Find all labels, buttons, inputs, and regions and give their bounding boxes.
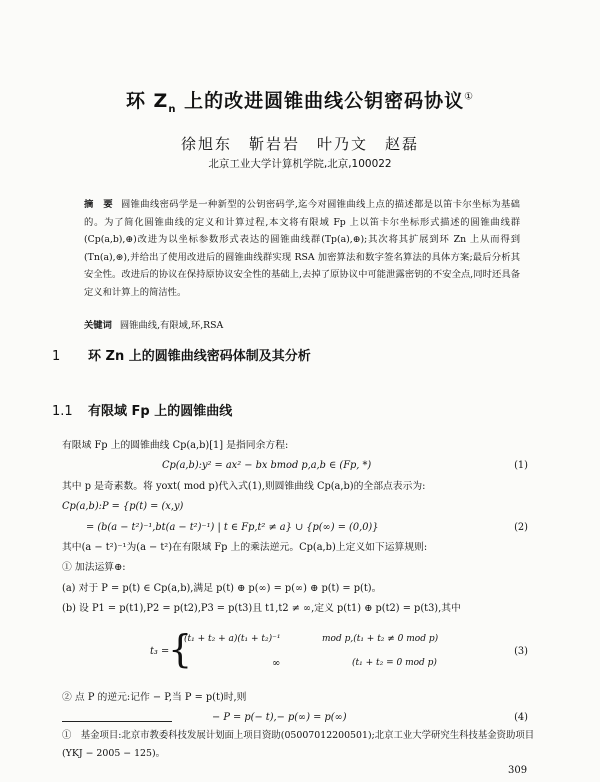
- keywords: [84, 317, 223, 331]
- equation-number: (4): [514, 711, 528, 723]
- section-heading-1: 1 环 Zn 上的圆锥曲线密码体制及其分析: [52, 349, 311, 364]
- text-line: 其中(a − t²)⁻¹为(a − t²)在有限域 Fp 上的乘法逆元。Cp(a,b)上定义如下运算规则:: [62, 541, 428, 553]
- abstract-label: 摘 要: [84, 199, 113, 210]
- text-line: ② 点 P 的逆元:记作 − P,当 P = p(t)时,则: [62, 691, 247, 703]
- text-line: 有限域 Fp 上的圆锥曲线 Cp(a,b)[1] 是指同余方程:: [62, 440, 289, 451]
- footnote-rule: [62, 721, 172, 722]
- equation-4: − P = p(− t),− p(∞) = p(∞) (4): [62, 708, 528, 728]
- text-line: (b) 设 P1 = p(t1),P2 = p(t2),P3 = p(t3)且 t1,t2 ≠ ∞,定义 p(t1) ⊕ p(t2) = p(t3),其中: [62, 603, 461, 615]
- abstract-text: 圆锥曲线密码学是一种新型的公钥密码学,迄今对圆锥曲线上点的描述都是以笛卡尔坐标为基础的。为了简化圆锥曲线的定义和计算过程,本文将有限域 Fp 上以笛卡尔坐标形式描述的圆锥曲线群(Cp(a,b),⊕)改进为以坐标参数形式表达的圆锥曲线群(Tp(a),⊕);其次将其扩展到环 Zn 上从而得到(Tn(a),⊛),并给出了使用改进后的圆锥曲线群实现 RSA 加密算法和数字签名算法的具体方案;最后分析其安全性。改进后的协议在保持原协议安全性的基础上,去掉了原协议中可能泄露密钥的不安全点,同时还具备定义和计算上的简洁性。: [84, 199, 520, 298]
- affiliation: 北京工业大学计算机学院,北京,100022: [208, 158, 392, 170]
- authors: 徐旭东 靳岩岩 叶乃文 赵磊: [180, 135, 419, 153]
- equation-number: (1): [514, 460, 528, 472]
- abstract: [84, 196, 520, 302]
- keywords-label: 关键词: [84, 320, 112, 331]
- footnote: ① 基金项目:北京市教委科技发展计划面上项目资助(05007012200501);北京工业大学研究生科技基金资助项目(YKJ − 2005 − 125)。: [62, 730, 535, 759]
- text-line: 其中 p 是奇素数。将 yοxt( mod p)代入式(1),则圆锥曲线 Cp(a,b)的全部点表示为:: [62, 480, 426, 492]
- equation-3: t₃ = { (t₁ + t₂ + a)(t₁ + t₂)⁻¹ mod p,(t₁ + t₂ ≠ 0 mod p) ∞ (t₁ + t₂ = 0 mod p) (3): [150, 626, 528, 671]
- equation-2b: = (b(a − t²)⁻¹,bt(a − t²)⁻¹) | t ∈ Fp,t² ≠ a} ∪ {p(∞) = (0,0)} (2): [62, 518, 528, 538]
- paper-title: 环 $Z_n$ 上的改进圆锥曲线公钥密码协议①: [125, 90, 475, 115]
- text-line: ① 加法运算⊕:: [62, 562, 126, 574]
- keywords-text: 圆锥曲线,有限域,环,RSA: [119, 320, 224, 331]
- equation-number: (3): [514, 645, 528, 657]
- page-number: 309: [508, 765, 528, 776]
- equation-number: (2): [514, 521, 528, 533]
- body-text: [62, 436, 528, 728]
- text-line: (a) 对于 P = p(t) ∈ Cp(a,b),满足 p(t) ⊕ p(∞) = p(∞) ⊕ p(t) = p(t)。: [62, 582, 382, 594]
- section-heading-1-1: 1.1 有限域 Fp 上的圆锥曲线: [52, 404, 233, 419]
- equation-2a: Cp(a,b):P = {p(t) = (x,y): [62, 501, 184, 513]
- equation-1: Cp(a,b):y² = ax² − bx bmod p,a,b ∈ (Fp, *) (1): [62, 456, 528, 476]
